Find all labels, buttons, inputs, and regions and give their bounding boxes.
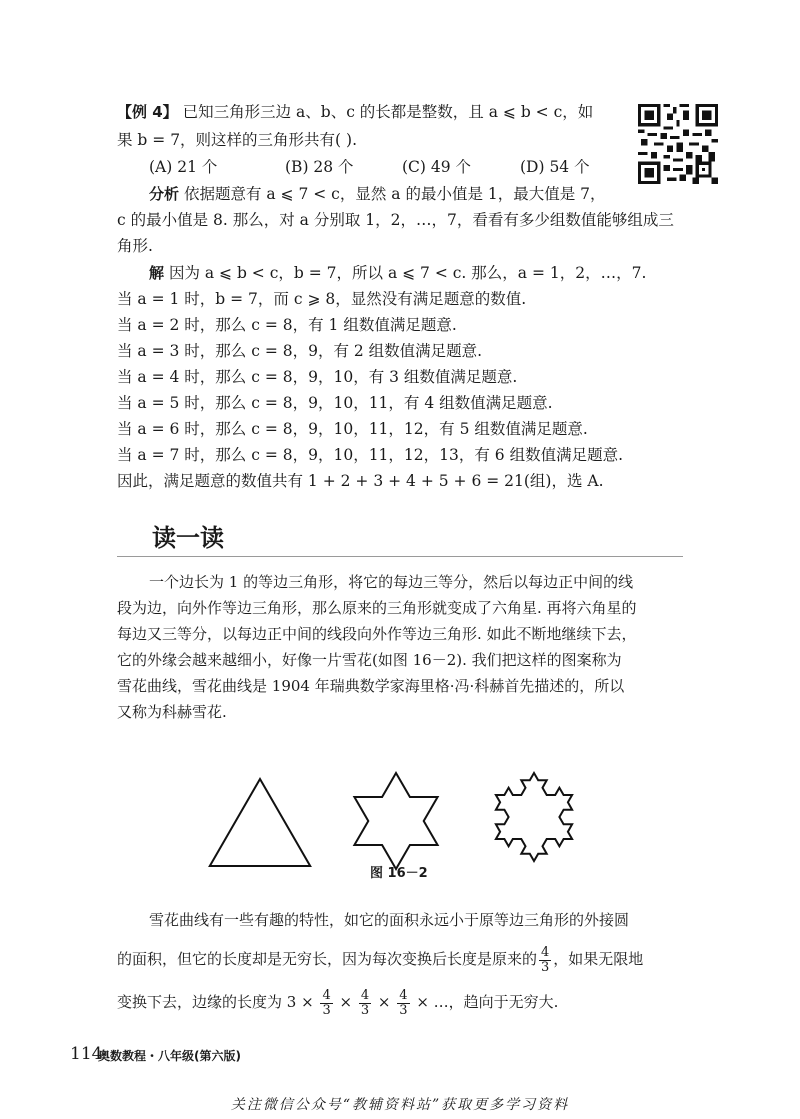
fraction-2 [359,989,371,1018]
solution-label: 解 [149,264,165,282]
option-a: (A) 21 个 [149,158,218,176]
p2-line-1: 雪花曲线有一些有趣的特性，如它的面积永远小于原等边三角形的外接圆 [149,911,630,929]
analysis-label: 分析 [149,185,180,203]
fraction-numerator: 4 [541,944,550,960]
times-sign-2: × [377,993,391,1011]
solution-line-6: 当 a = 6 时，那么 c = 8，9，10，11，12，有 5 组数值满足题意. [117,420,588,438]
option-c: (C) 49 个 [402,158,472,176]
qr-code-icon[interactable] [638,104,718,184]
problem-line-2: 果 b = 7，则这样的三角形共有( ). [117,131,358,149]
footer-note: 关注微信公众号“教辅资料站”获取更多学习资料 [230,1097,570,1113]
fraction-2-den: 3 [360,1002,370,1018]
solution-line-5: 当 a = 5 时，那么 c = 8，9，10，11，有 4 组数值满足题意. [117,394,553,412]
reading-line-4: 它的外缘会越来越细小，好像一片雪花(如图 16－2). 我们把这样的图案称为 [117,651,622,669]
reading-line-6: 又称为科赫雪花. [117,703,227,721]
fraction-3-den: 3 [399,1002,408,1018]
solution-line-2: 当 a = 2 时，那么 c = 8，有 1 组数值满足题意. [117,316,457,334]
p2-line-3-a: 变换下去，边缘的长度为 3 × [117,993,314,1011]
p2-line-3-b: × …，趋向于无穷大. [416,993,559,1011]
fraction-1 [320,989,332,1018]
analysis-line-2: c 的最小值是 8. 那么，对 a 分别取 1，2，…，7，看看有多少组数值能够组成三 [117,211,674,229]
section-title: 读一读 [152,524,224,552]
snowflake-stage-3 [496,773,572,861]
section-divider [117,556,683,557]
solution-line-1: 当 a = 1 时，b = 7，而 c ⩾ 8，显然没有满足题意的数值. [117,290,527,308]
example-label: 【例 4】 [117,103,178,121]
analysis-line-1 [149,184,606,204]
fraction-four-thirds [539,946,551,975]
fraction-1-den: 3 [322,1002,331,1018]
solution-text-0: 因为 a ⩽ b < c，b = 7，所以 a ⩽ 7 < c. 那么，a = 1，2，…，7. [168,264,647,282]
fraction-3 [397,989,409,1018]
snowflake-stage-1 [210,779,310,866]
fraction-2-num: 4 [360,987,370,1003]
fraction-denominator: 3 [541,959,550,975]
reading-line-2: 段为边，向外作等边三角形，那么原来的三角形就变成了六角星. 再将六角星的 [117,599,637,617]
reading-line-3: 每边又三等分，以每边正中间的线段向外作等边三角形. 如此不断地继续下去， [117,625,637,643]
solution-conclusion: 因此，满足题意的数值共有 1 + 2 + 3 + 4 + 5 + 6 = 21(组)，选 A. [117,472,604,490]
problem-text-1: 已知三角形三边 a、b、c 的长都是整数，且 a ⩽ b < c，如 [182,103,594,121]
reading-line-1: 一个边长为 1 的等边三角形，将它的每边三等分，然后以每边正中间的线 [149,573,634,591]
problem-line-1 [117,102,593,122]
book-title: 奥数教程・八年级(第六版) [98,1049,241,1063]
p2-line-2-a: 的面积，但它的长度却是无穷长，因为每次变换后长度是原来的 [117,950,538,968]
reading-line-5: 雪花曲线，雪花曲线是 1904 年瑞典数学家海里格·冯·科赫首先描述的，所以 [117,677,625,695]
times-sign-1: × [339,993,353,1011]
fraction-1-num: 4 [322,987,331,1003]
p2-line-3 [117,985,558,1019]
solution-line-0 [149,263,646,283]
solution-line-3: 当 a = 3 时，那么 c = 8，9，有 2 组数值满足题意. [117,342,483,360]
page-number: 114 [70,1044,103,1064]
fraction-3-num: 4 [399,987,408,1003]
figure-caption: 图 16－2 [370,866,428,881]
solution-line-7: 当 a = 7 时，那么 c = 8，9，10，11，12，13，有 6 组数值满足题意. [117,446,624,464]
analysis-line-3: 角形. [117,237,153,255]
analysis-text-1: 依据题意有 a ⩽ 7 < c，显然 a 的最小值是 1，最大值是 7， [183,185,606,203]
option-b: (B) 28 个 [285,158,354,176]
example-problem [117,102,674,502]
snowflake-stage-2 [354,773,437,869]
p2-line-2 [117,942,643,976]
p2-line-2-b: ，如果无限地 [553,950,644,968]
solution-line-4: 当 a = 4 时，那么 c = 8，9，10，有 3 组数值满足题意. [117,368,518,386]
option-d: (D) 54 个 [520,158,590,176]
